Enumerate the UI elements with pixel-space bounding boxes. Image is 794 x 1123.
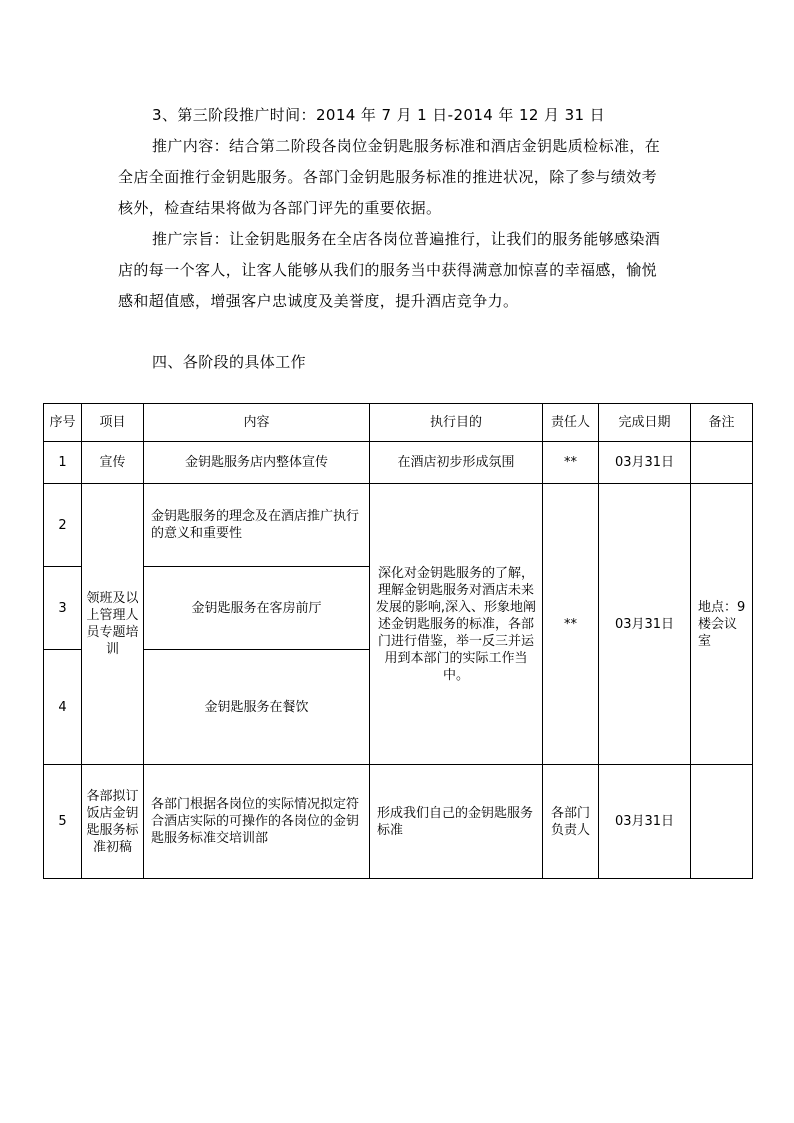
purpose-line: 店的每一个客人，让客人能够从我们的服务当中获得满意加惊喜的幸福感，愉悦 xyxy=(118,261,658,279)
row-note: 地点：9 楼会议室 xyxy=(691,484,753,765)
table-row xyxy=(44,484,753,567)
row-purpose: 形成我们自己的金钥匙服务标准 xyxy=(370,765,543,879)
row-item: 领班及以上管理人员专题培训 xyxy=(82,484,144,765)
header-item: 项目 xyxy=(82,404,144,442)
row-content: 金钥匙服务店内整体宣传 xyxy=(144,442,370,484)
row-note xyxy=(691,442,753,484)
row-no: 5 xyxy=(44,765,82,879)
row-content: 金钥匙服务在餐饮 xyxy=(144,650,370,765)
phase3-line: 3、第三阶段推广时间：2014 年 7 月 1 日-2014 年 12 月 31 日 xyxy=(152,106,606,124)
header-note: 备注 xyxy=(691,404,753,442)
purpose-line: 感和超值感，增强客户忠诚度及美誉度，提升酒店竞争力。 xyxy=(118,292,519,310)
row-no: 2 xyxy=(44,484,82,567)
row-no: 3 xyxy=(44,567,82,650)
row-item: 各部拟订饭店金钥匙服务标准初稿 xyxy=(82,765,144,879)
promotion-purpose-paragraph xyxy=(118,224,678,317)
section-heading: 四、各阶段的具体工作 xyxy=(152,353,307,371)
row-date: 03月31日 xyxy=(599,765,691,879)
row-content: 金钥匙服务的理念及在酒店推广执行的意义和重要性 xyxy=(144,484,370,567)
content-line: 全店全面推行金钥匙服务。各部门金钥匙服务标准的推进状况，除了参与绩效考 xyxy=(118,168,658,186)
table-row xyxy=(44,442,753,484)
row-owner: ** xyxy=(543,442,599,484)
header-owner: 责任人 xyxy=(543,404,599,442)
row-owner: ** xyxy=(543,484,599,765)
row-no: 4 xyxy=(44,650,82,765)
header-no: 序号 xyxy=(44,404,82,442)
phase3-paragraph xyxy=(118,100,712,131)
row-content: 金钥匙服务在客房前厅 xyxy=(144,567,370,650)
row-item: 宣传 xyxy=(82,442,144,484)
row-purpose: 在酒店初步形成氛围 xyxy=(370,442,543,484)
row-owner: 各部门负责人 xyxy=(543,765,599,879)
header-content: 内容 xyxy=(144,404,370,442)
table-row xyxy=(44,765,753,879)
header-purpose: 执行目的 xyxy=(370,404,543,442)
row-content: 各部门根据各岗位的实际情况拟定符合酒店实际的可操作的各岗位的金钥匙服务标准交培训部 xyxy=(144,765,370,879)
row-no: 1 xyxy=(44,442,82,484)
row-date: 03月31日 xyxy=(599,442,691,484)
purpose-line: 推广宗旨：让金钥匙服务在全店各岗位普遍推行，让我们的服务能够感染酒 xyxy=(152,230,661,248)
row-note xyxy=(691,765,753,879)
promotion-content-paragraph xyxy=(118,131,678,224)
work-plan-table xyxy=(43,403,753,879)
row-date: 03月31日 xyxy=(599,484,691,765)
content-line: 推广内容：结合第二阶段各岗位金钥匙服务标准和酒店金钥匙质检标准，在 xyxy=(152,137,661,155)
header-date: 完成日期 xyxy=(599,404,691,442)
content-line: 核外，检查结果将做为各部门评先的重要依据。 xyxy=(118,199,442,217)
table-header-row xyxy=(44,404,753,442)
row-purpose: 深化对金钥匙服务的了解，理解金钥匙服务对酒店未来发展的影响,深入、形象地阐述金钥匙服务的标准，各部门进行借鉴，举一反三并运用到本部门的实际工作当中。 xyxy=(370,484,543,765)
